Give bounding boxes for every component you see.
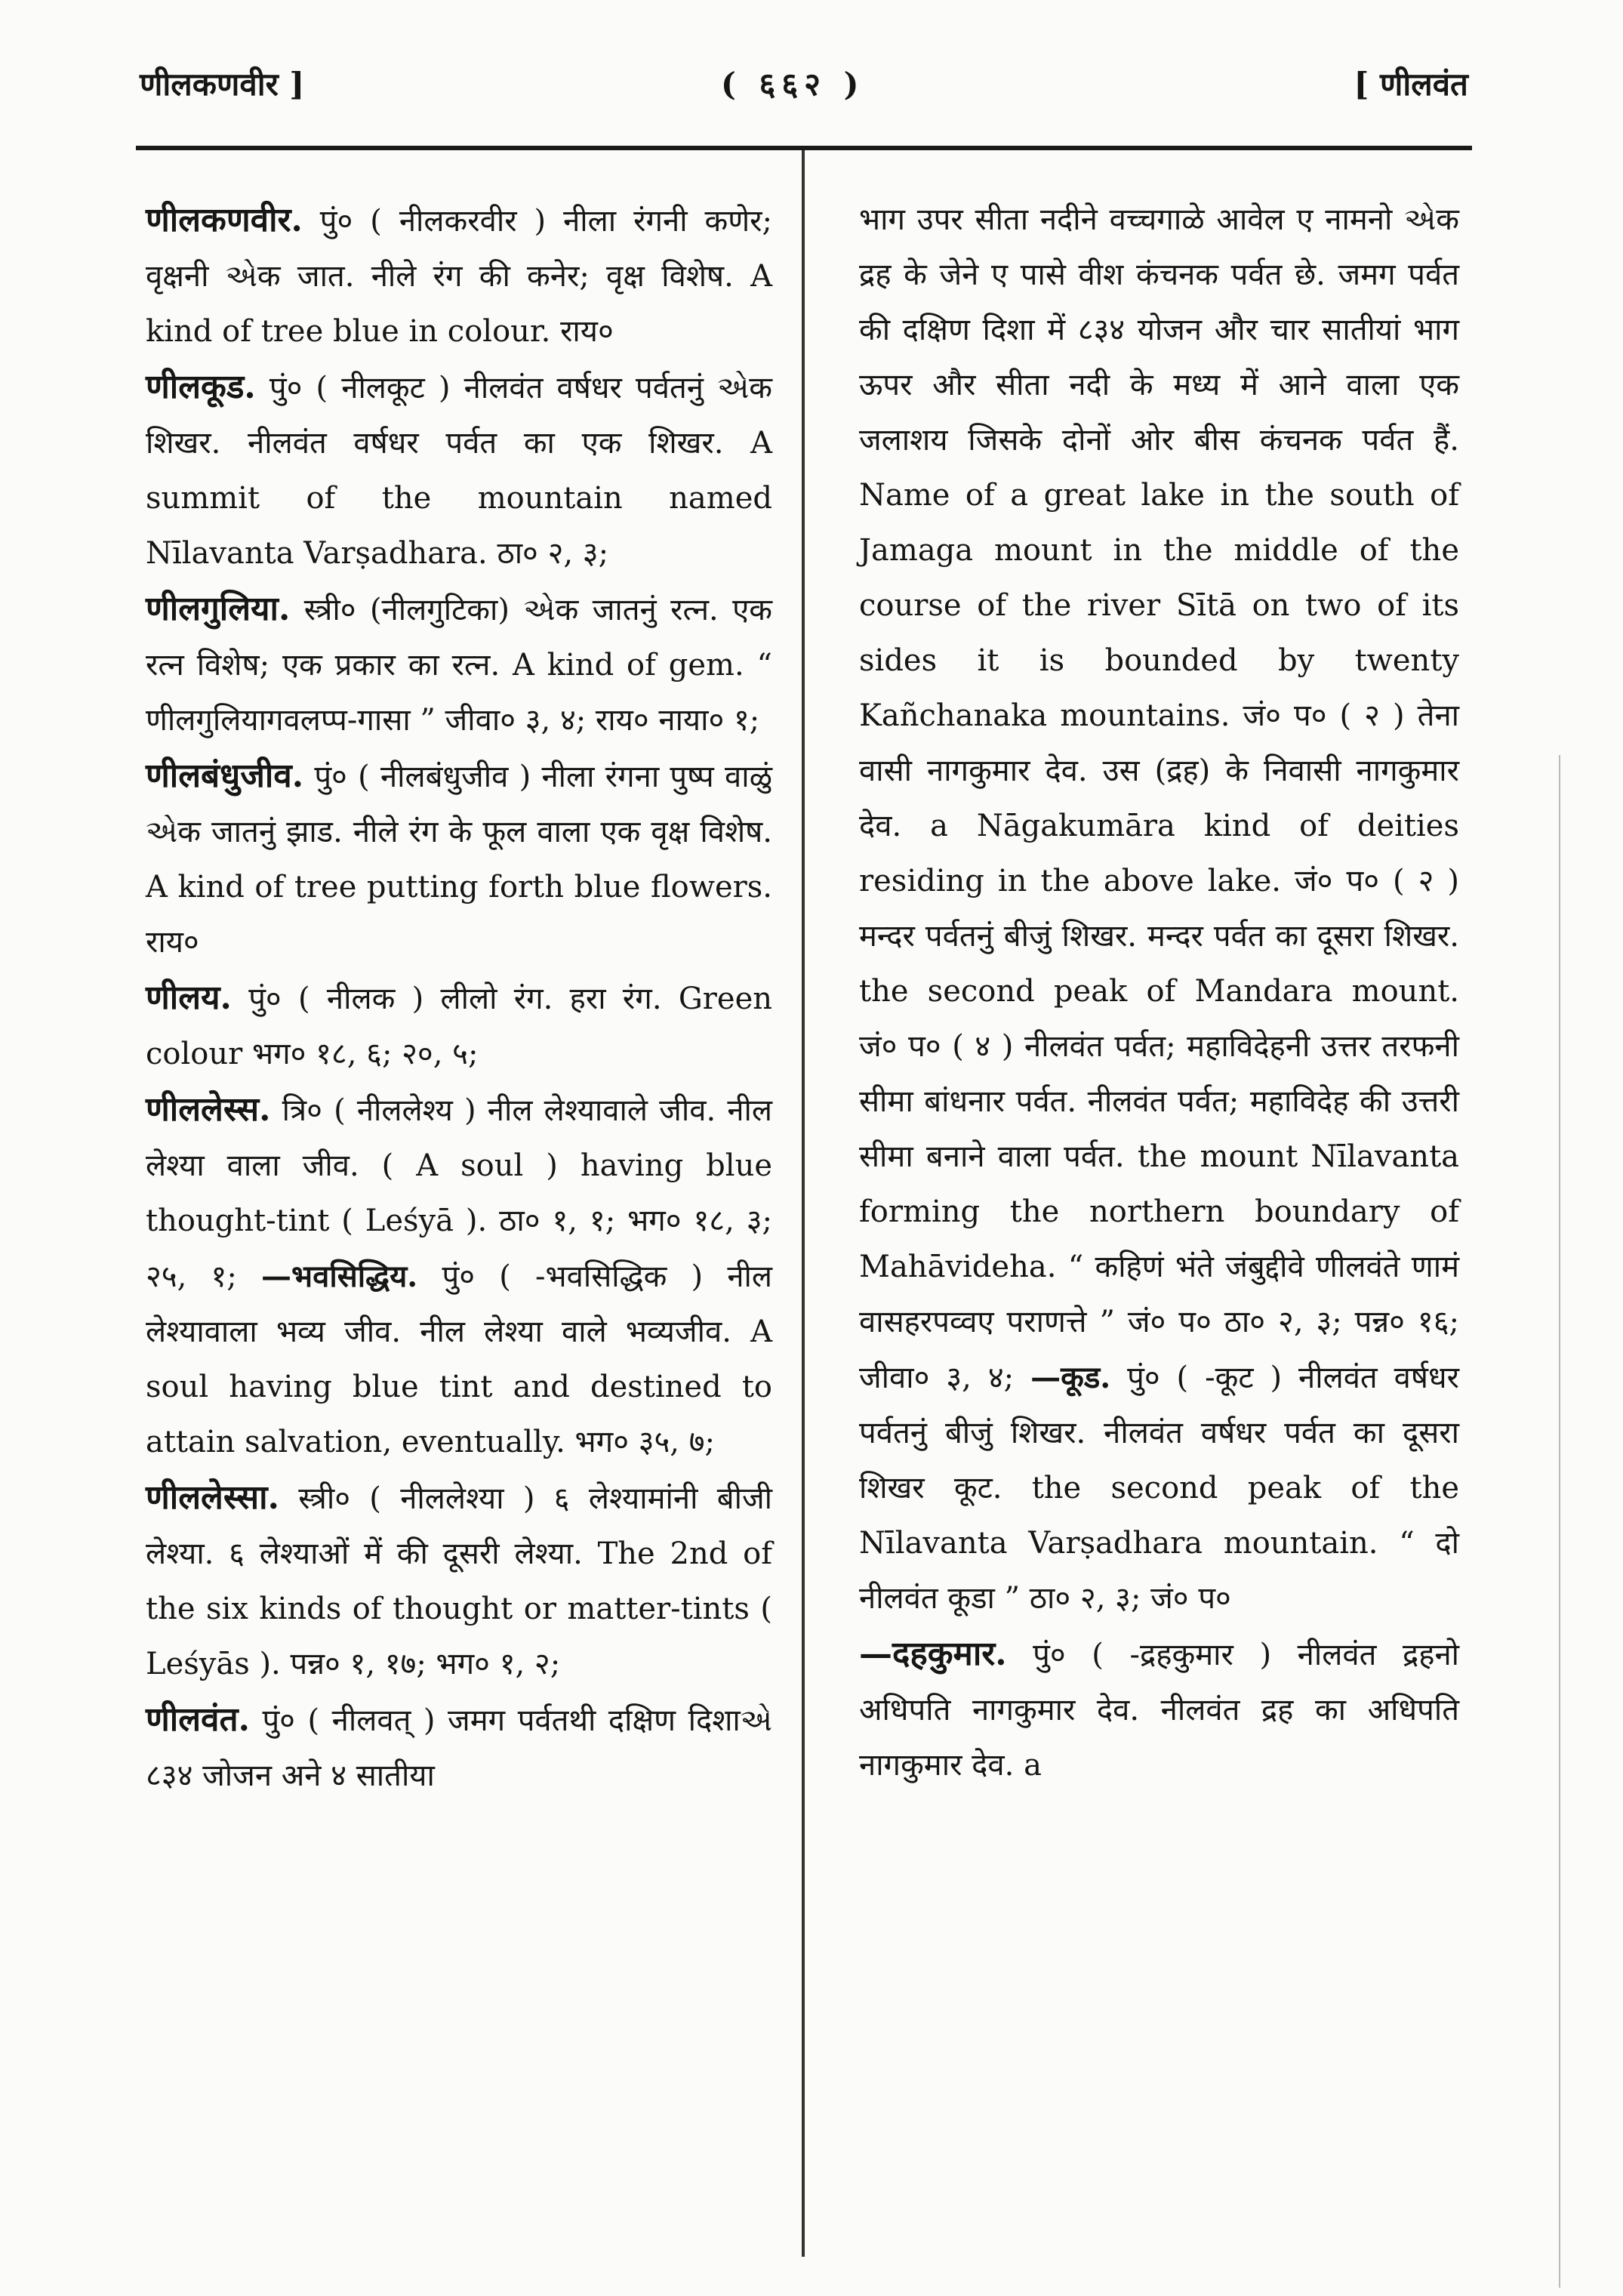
- dictionary-entry: [146, 1082, 772, 1470]
- entry-text: पुं० ( नीलबंधुजीव ) नीला रंगना पुष्प वाळुं એक जातनुं झाड. नीले रंग के फूल वाला एक वृक्ष विशेष. A kind of tree putting forth blue flowers. राय०: [146, 760, 772, 960]
- headword: णीललेस्स.: [146, 1090, 271, 1129]
- dictionary-entry: [146, 748, 772, 970]
- sub-headword: —भवसिद्धिय.: [261, 1259, 418, 1294]
- dictionary-entry: [146, 1692, 772, 1804]
- continued-entry-text: [859, 193, 1459, 1626]
- column-divider: [802, 150, 805, 2257]
- entry-text: पुं० ( नीलकरवीर ) नीला रंगनी कणेर; वृक्षनी એक जात. नीले रंग की कनेर; वृक्ष विशेष. A kind of tree blue in colour. राय०: [146, 204, 772, 349]
- dictionary-entry: [859, 1626, 1459, 1793]
- sub-headword: —दहकुमार.: [859, 1635, 1007, 1673]
- sub-headword: —कूड.: [1030, 1360, 1111, 1395]
- left-column: [146, 193, 772, 1804]
- dictionary-entry: [146, 970, 772, 1082]
- dictionary-entry: [146, 581, 772, 748]
- headword: णीलवंत.: [146, 1700, 250, 1739]
- entry-text: पुं० ( नीलकूट ) नीलवंत वर्षधर पर्वतनुं એक शिखर. नीलवंत वर्षधर पर्वत का एक शिखर. A summit of the mountain named Nīlavanta Varṣadhara. ठा० २, ३;: [146, 371, 772, 571]
- headword: णीलय.: [146, 978, 232, 1017]
- entry-text: त्रि० ( नीललेश्य ) नील लेश्यावाले जीव. नील लेश्या वाला जीव. ( A soul ) having blue thought-tint ( Leśyā ). ठा० १, १; भग० १८, ३; २५, १;: [146, 1093, 772, 1294]
- page-header: [140, 53, 1468, 113]
- headword: णीलकणवीर.: [146, 201, 303, 239]
- entry-text: स्त्री० (नीलगुटिका) એक जातनुं रत्न. एक रत्न विशेष; एक प्रकार का रत्न. A kind of gem. “ णीलगुलियागवलप्प-गासा ” जीवा० ३, ४; राय० नाया० १;: [146, 593, 772, 738]
- headword: णीलबंधुजीव.: [146, 757, 304, 795]
- page-number: ( ६६२ ): [721, 66, 865, 103]
- left-guide-word: णीलकणवीर ]: [140, 66, 305, 103]
- dictionary-entry: [146, 193, 772, 359]
- sub-entry-text: पुं० ( -भवसिद्धिक ) नील लेश्यावाला भव्य जीव. नील लेश्या वाले भव्यजीव. A soul having blue tint and destined to attain salvation, eventually. भग० ३५, ७;: [146, 1259, 773, 1459]
- headword: णीललेस्सा.: [146, 1478, 279, 1517]
- dictionary-entry: [146, 359, 772, 581]
- right-column: [859, 193, 1459, 1793]
- right-guide-word: [ णीलवंत: [1354, 66, 1468, 103]
- entry-text: स्त्री० ( नीललेश्या ) ६ लेश्यामांनी बीजी लेश्या. ६ लेश्याओं में की दूसरी लेश्या. The 2nd of the six kinds of thought or matter-tints ( Leśyās ). पन्न० १, १७; भग० १, २;: [146, 1481, 772, 1681]
- entry-text: पुं० ( नीलवत् ) जमग पर्वतथी दक्षिण दिशाએ ८३४ जोजन अने ४ सातीया: [146, 1703, 772, 1793]
- sub-entry-text: पुं० ( -द्रहकुमार ) नीलवंत द्रहनो अधिपति नागकुमार देव. नीलवंत द्रह का अधिपति नागकुमार देव. a: [859, 1638, 1460, 1783]
- entry-text: भाग उपर सीता नदीने वच्चगाळे आवेल ए नामनो એक द्रह के जेने ए पासे वीश कंचनक पर्वत छे. जमग पर्वत की दक्षिण दिशा में ८३४ योजन और चार सातीयां भाग ऊपर और सीता नदी के मध्य में आने वाला एक जलाशय जिसके दोनों ओर बीस कंचनक पर्वत हैं. Name of a great lake in the south of Jamaga mount in the middle of the course of the river Sītā on two of its sides it is bounded by twenty Kañchanaka mountains. जं० प० ( २ ) तेना वासी नागकुमार देव. उस (द्रह) के निवासी नागकुमार देव. a Nāgakumāra kind of deities residing in the above lake. जं० प० ( २ ) मन्दर पर्वतनुं बीजुं शिखर. मन्दर पर्वत का दूसरा शिखर. the second peak of Mandara mount. जं० प० ( ४ ) नीलवंत पर्वत; महाविदेहनी उत्तर तरफनी सीमा बांधनार पर्वत. नीलवंत पर्वत; महाविदेह की उत्तरी सीमा बनाने वाला पर्वत. the mount Nīlavanta forming the northern boundary of Mahāvideha. “ कहिणं भंते जंबुद्दीवे णीलवंते णामं वासहरपव्वए पराणत्ते ” जं० प० ठा० २, ३; पन्न० १६; जीवा० ३, ४;: [859, 202, 1459, 1395]
- sub-entry-text: पुं० ( -कूट ) नीलवंत वर्षधर पर्वतनुं बीजुं शिखर. नीलवंत वर्षधर पर्वत का दूसरा शिखर कूट. the second peak of the Nīlavanta Varṣadhara mountain. “ दो नीलवंत कूडा ” ठा० २, ३; जं० प०: [859, 1361, 1459, 1616]
- headword: णीलकूड.: [146, 368, 256, 406]
- page-edge-line: [1559, 755, 1560, 2288]
- entry-text: पुं० ( नीलक ) लीलो रंग. हरा रंग. Green colour भग० १८, ६; २०, ५;: [146, 982, 773, 1071]
- headword: णीलगुलिया.: [146, 590, 291, 628]
- dictionary-entry: [146, 1470, 772, 1692]
